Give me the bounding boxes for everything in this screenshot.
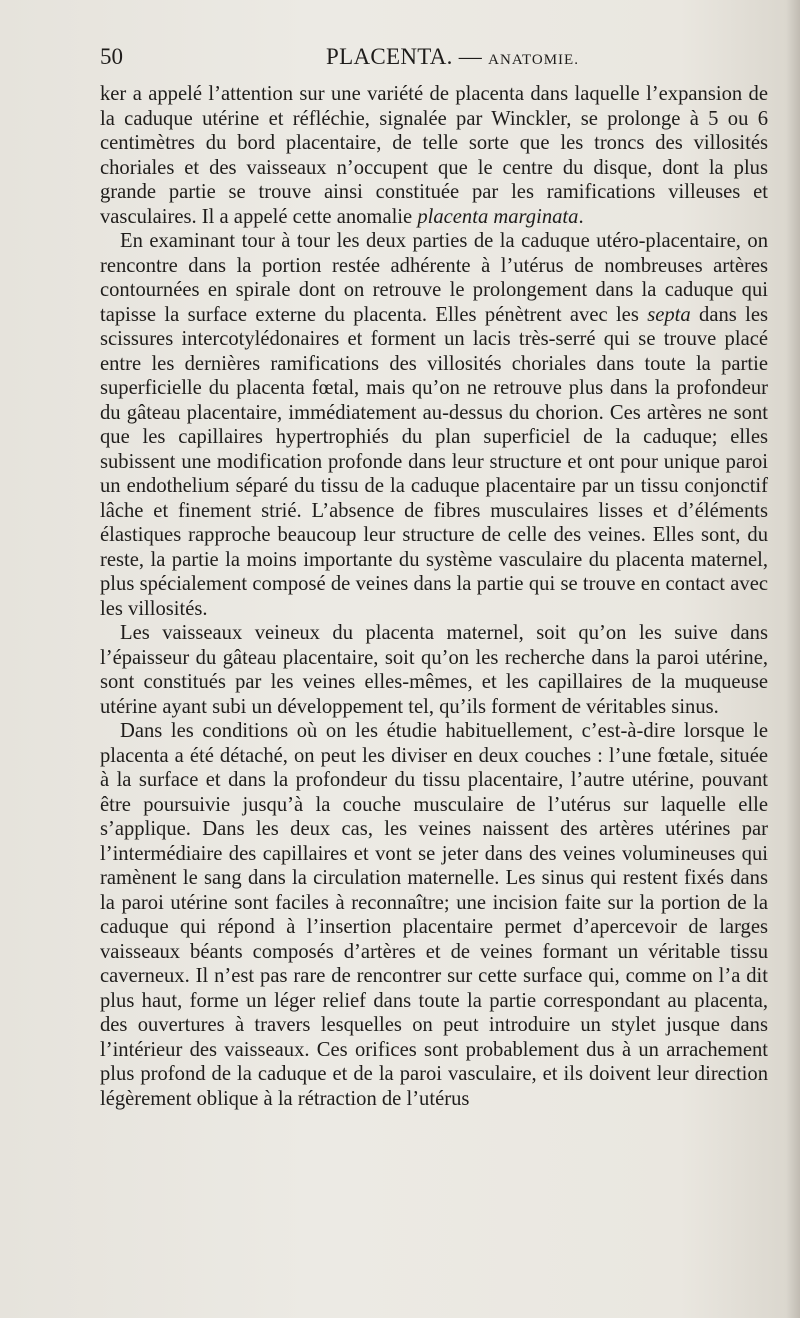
paragraph-text-after: .: [578, 205, 584, 228]
paragraph-text: Les vaisseaux veineux du placenta maternel, soit qu’on les suive dans l’épaisseur du gâteau placentaire, soit qu’on les recherche dans la paroi utérine, sont constitués par les veines elles-mêmes, et les capillaires de la muqueuse utérine ayant subi un développement tel, qu’ils forment de véritables sinus.: [100, 622, 768, 718]
paragraph-2: [100, 229, 768, 621]
page-header: [100, 42, 768, 78]
paragraph-text: Dans les conditions où on les étudie habituellement, c’est-à-dire lorsque le placenta a été détaché, on peut les diviser en deux couches : l’une fœtale, située à la surface et dans la profondeur du tissu placentaire, l’autre utérine, pouvant être poursuivie jusqu’à la couche musculaire de l’utérus sur laquelle elle s’applique. Dans les deux cas, les veines naissent des artères utérines par l’intermédiaire des capillaires et vont se jeter dans des veines volumineuses qui ramènent le sang dans la circulation maternelle. Les sinus qui restent fixés dans la paroi utérine sont faciles à reconnaître; une incision faite sur la portion de la caduque qui répond à l’insertion placentaire permet d’apercevoir de larges vaisseaux béants composés d’artères et de veines formant un véritable tissu caverneux. Il n’est pas rare de rencontrer sur cette surface qui, comme on l’a dit plus haut, forme un léger relief dans toute la partie correspondant au placenta, des ouvertures à travers lesquelles on peut introduire un stylet jusque dans l’intérieur des vaisseaux. Ces orifices sont probablement dus à un arrachement plus profond de la caduque et de la paroi vasculaire, et ils doivent leur direction légèrement oblique à la rétraction de l’utérus: [100, 720, 768, 1110]
paragraph-text: ker a appelé l’attention sur une variété de placenta dans laquelle l’expansion de la caduque utérine et réfléchie, signalée par Winckler, se prolonge à 5 ou 6 centimètres du bord placentaire, de telle sorte que les troncs des villosités choriales et des vaisseaux n’occupent que le centre du disque, dont la plus grande partie se trouve ainsi constituée par les ramifications villeuses et vasculaires. Il a appelé cette anomalie: [100, 83, 768, 228]
paragraph-3: [100, 621, 768, 719]
running-head-section: ANATOMIE.: [488, 52, 579, 68]
running-head-title: PLACENTA.: [326, 44, 453, 69]
paragraph-text: En examinant tour à tour les deux parties de la caduque utéro-placentaire, on rencontre dans la portion restée adhérente à l’utérus de nombreuses artères contournées en spirale dont on retrouve le prolongement dans la caduque qui tapisse la surface externe du placenta. Elles pénètrent avec les: [100, 230, 768, 326]
running-head-dash: —: [458, 44, 483, 69]
paragraph-emphasis: septa: [647, 303, 691, 326]
page-number: 50: [100, 44, 123, 69]
paragraph-text-after: dans les scissures intercotylédonaires et forment un lacis très-serré qui se trouve placé entre les dernières ramifications des villosités choriales dans toute la partie superficielle du placenta fœtal, mais qu’on ne retrouve plus dans la profondeur du gâteau placentaire, immédiatement au-dessus du chorion. Ces artères ne sont que les capillaires hypertrophiés du plan superficiel de la caduque; elles subissent une modification profonde dans leur structure et ont pour unique paroi un endothelium séparé du tissu de la caduque placentaire par un tissu conjonctif lâche et finement strié. L’absence de fibres musculaires lisses et d’éléments élastiques rapproche beaucoup leur structure de celle des veines. Elles sont, du reste, la partie la moins importante du système vasculaire du placenta maternel, plus spécialement composé de veines dans la partie qui se trouve en contact avec les villosités.: [100, 303, 768, 620]
running-head: [326, 44, 579, 70]
body-text: [100, 82, 768, 1111]
paragraph-emphasis: placenta marginata: [417, 205, 579, 228]
paragraph-1: [100, 82, 768, 229]
page-edge-shadow: [786, 0, 800, 1318]
paragraph-4: [100, 719, 768, 1111]
